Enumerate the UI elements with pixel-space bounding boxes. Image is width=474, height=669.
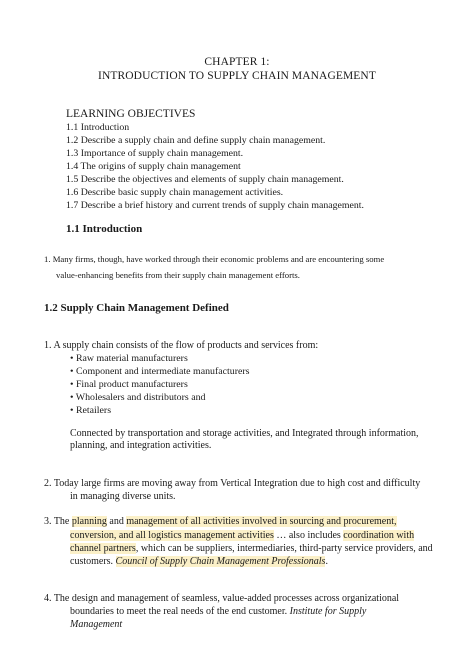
- learning-objectives-heading: LEARNING OBJECTIVES: [66, 108, 196, 120]
- text-run: and: [106, 516, 127, 527]
- scm-item-2-line: 2. Today large firms are moving away from Vertical Integration due to high cost and difficulty: [44, 478, 421, 489]
- bullet-text: Raw material manufacturers: [75, 353, 188, 364]
- scm-item-3-line: [70, 543, 433, 554]
- bullet-item: • Final product manufacturers: [70, 379, 188, 390]
- objective-item: 1.1 Introduction: [66, 122, 130, 133]
- highlighted-text: management of all activities involved in sourcing and procurement,: [126, 516, 397, 527]
- highlighted-text: conversion, and all logistics management activities: [70, 530, 274, 541]
- bullet-text: Wholesalers and distributors and: [75, 392, 206, 403]
- bullet-item: • Wholesalers and distributors and: [70, 392, 206, 403]
- scm-item-4-line: 4. The design and management of seamless, value-added processes across organizational: [44, 593, 400, 604]
- objective-item: 1.2 Describe a supply chain and define supply chain management.: [66, 135, 326, 146]
- intro-item-line: value-enhancing benefits from their supply chain management efforts.: [56, 270, 300, 280]
- bullet-text: Component and intermediate manufacturers: [75, 366, 250, 377]
- objective-item: 1.7 Describe a brief history and current trends of supply chain management.: [66, 200, 364, 211]
- text-run: customers.: [70, 556, 116, 567]
- highlighted-text: coordination with: [343, 530, 415, 541]
- section-heading-scm-defined: 1.2 Supply Chain Management Defined: [44, 302, 229, 314]
- bullet-text: Retailers: [75, 405, 112, 416]
- source-citation: Institute for Supply: [289, 606, 367, 617]
- objective-item: 1.4 The origins of supply chain management: [66, 161, 241, 172]
- bullet-item: • Component and intermediate manufacturers: [70, 366, 250, 377]
- objective-item: 1.6 Describe basic supply chain management activities.: [66, 187, 284, 198]
- scm-item-2-line: in managing diverse units.: [70, 491, 176, 502]
- bullet-item: • Retailers: [70, 405, 112, 416]
- bullet-item: • Raw material manufacturers: [70, 353, 188, 364]
- scm-item-3-line: [44, 516, 397, 527]
- text-run: boundaries to meet the real needs of the end customer.: [70, 606, 290, 617]
- objective-item: 1.5 Describe the objectives and elements of supply chain management.: [66, 174, 344, 185]
- section-heading-introduction: 1.1 Introduction: [66, 223, 143, 235]
- chapter-number: CHAPTER 1:: [204, 56, 270, 68]
- chapter-title: INTRODUCTION TO SUPPLY CHAIN MANAGEMENT: [98, 70, 376, 82]
- text-run: 3. The: [44, 516, 72, 527]
- text-run: … also includes: [273, 530, 344, 541]
- connected-line: planning, and integration activities.: [70, 440, 212, 451]
- highlighted-text: channel partners: [70, 543, 136, 554]
- source-citation: Council of Supply Chain Management Professionals: [115, 556, 326, 567]
- text-run: .: [325, 556, 328, 567]
- connected-line: Connected by transportation and storage activities, and Integrated through information,: [70, 428, 419, 439]
- scm-item-4-line: [70, 606, 366, 617]
- scm-item-1-intro: 1. A supply chain consists of the flow of products and services from:: [44, 340, 319, 351]
- bullet-text: Final product manufacturers: [75, 379, 188, 390]
- scm-item-3-line: [70, 530, 414, 541]
- intro-item-line: 1. Many firms, though, have worked through their economic problems and are encountering some: [44, 254, 385, 264]
- scm-item-3-line: [70, 556, 328, 567]
- objective-item: 1.3 Importance of supply chain management.: [66, 148, 244, 159]
- text-run: , which can be suppliers, intermediaries, third-party service providers, and: [135, 543, 433, 554]
- scm-item-4-line: Management: [70, 619, 123, 630]
- highlighted-text: planning: [71, 516, 107, 527]
